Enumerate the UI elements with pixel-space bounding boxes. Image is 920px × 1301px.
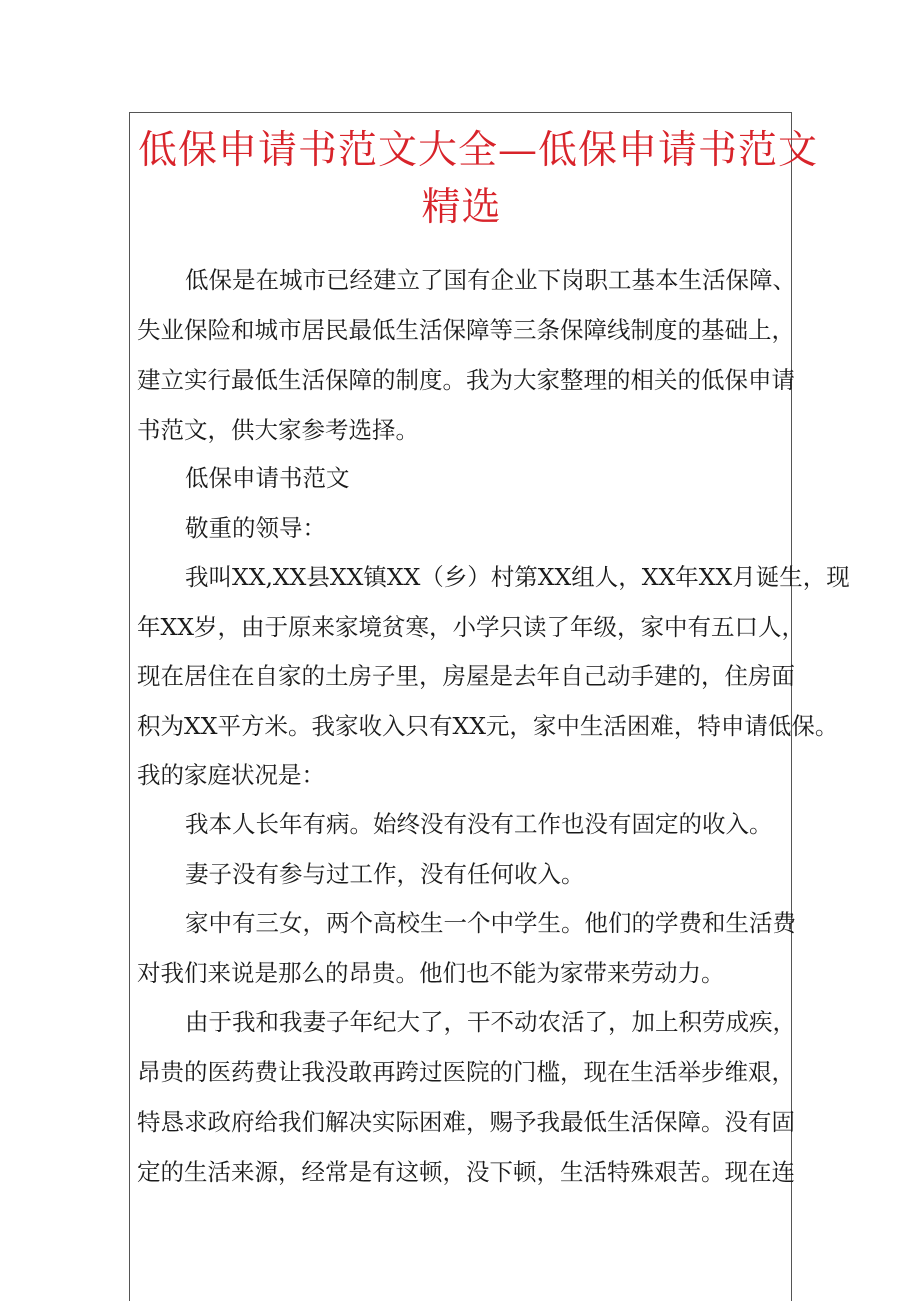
body-line: 特恳求政府给我们解决实际困难，赐予我最低生活保障。没有固 <box>137 1108 795 1136</box>
document-title-line-1: 低保申请书范文大全—低保申请书范文 <box>138 128 819 173</box>
body-line: 失业保险和城市居民最低生活保障等三条保障线制度的基础上， <box>137 316 795 344</box>
body-line: 积为XX平方米。我家收入只有XX元，家中生活困难，特申请低保。 <box>137 712 839 740</box>
body-line: 定的生活来源，经常是有这顿，没下顿，生活特殊艰苦。现在连 <box>137 1158 795 1186</box>
body-line: 年XX岁，由于原来家境贫寒，小学只读了年级，家中有五口人， <box>137 613 805 641</box>
body-line: 书范文，供大家参考选择。 <box>137 416 419 444</box>
body-line: 我叫XX,XX县XX镇XX（乡）村第XX组人，XX年XX月诞生，现 <box>185 563 850 591</box>
body-line: 我的家庭状况是： <box>137 761 325 789</box>
salutation: 敬重的领导： <box>185 514 326 542</box>
body-line: 妻子没有参与过工作，没有任何收入。 <box>185 860 585 888</box>
section-heading: 低保申请书范文 <box>185 464 350 492</box>
body-line: 低保是在城市已经建立了国有企业下岗职工基本生活保障、 <box>185 266 796 294</box>
document-frame <box>129 112 850 1301</box>
body-line: 我本人长年有病。始终没有没有工作也没有固定的收入。 <box>185 810 773 838</box>
body-line: 昂贵的医药费让我没敢再跨过医院的门槛，现在生活举步维艰， <box>137 1058 795 1086</box>
body-line: 对我们来说是那么的昂贵。他们也不能为家带来劳动力。 <box>137 959 725 987</box>
body-line: 家中有三女，两个高校生一个中学生。他们的学费和生活费 <box>185 909 796 937</box>
body-line: 由于我和我妻子年纪大了，干不动农活了，加上积劳成疾， <box>185 1008 796 1036</box>
document-title-line-2: 精选 <box>421 185 502 230</box>
body-line: 建立实行最低生活保障的制度。我为大家整理的相关的低保申请 <box>137 366 795 394</box>
body-line: 现在居住在自家的土房子里，房屋是去年自己动手建的，住房面 <box>137 662 795 690</box>
